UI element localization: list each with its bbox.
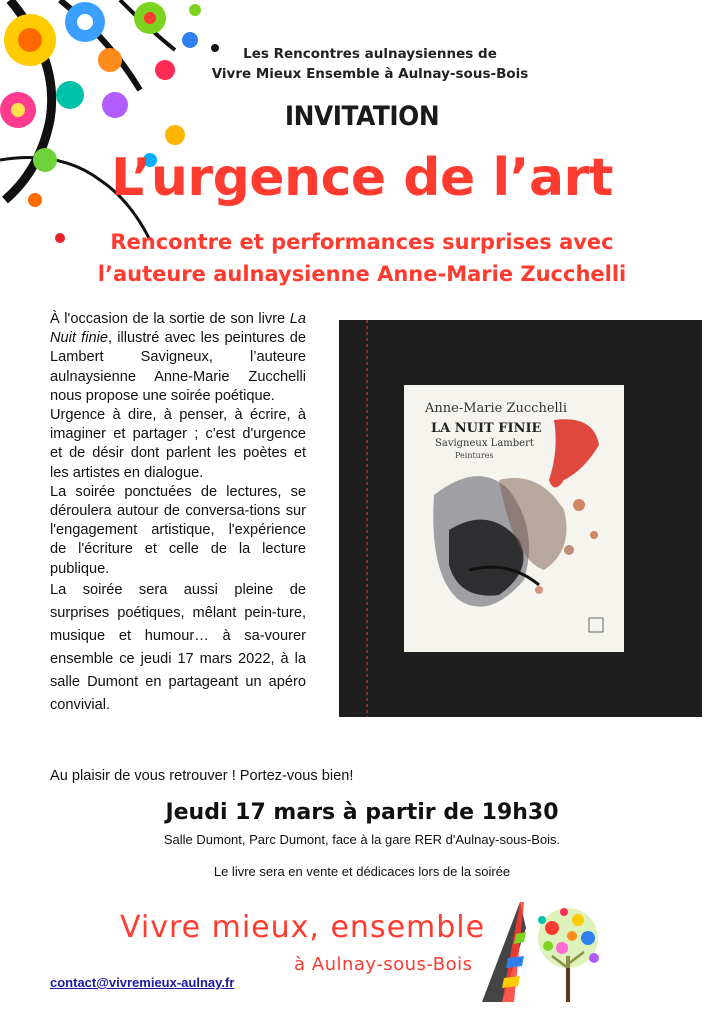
book-subtitle: Peintures <box>455 451 494 460</box>
book-sale-note: Le livre sera en vente et dédicaces lors de la soirée <box>213 864 511 879</box>
book-cover-art <box>339 320 702 717</box>
subtitle-line-2: l’auteure aulnaysienne Anne-Marie Zucchelli <box>97 262 627 286</box>
paragraph-1: À l'occasion de la sortie de son livre La Nuit finie, illustré avec les peintures de Lambert Savigneux, l’auteure aulnaysienne Anne-Marie Zucchelli nous propose une soirée poétique. <box>50 311 307 404</box>
book-author: Anne-Marie Zucchelli <box>425 401 567 416</box>
brand-name: Vivre mieux, ensemble <box>120 910 486 945</box>
organizer-line-1: Les Rencontres aulnaysiennes de <box>243 46 497 62</box>
paragraph-2: Urgence à dire, à penser, à écrire, à imaginer et partager ; c'est d'urgence et de désir dont parlent les poètes et les artistes en dialogue. <box>50 407 306 481</box>
description-text <box>50 310 306 717</box>
book-title-italic: La Nuit finie <box>50 311 306 347</box>
event-title: L’urgence de l’art <box>110 148 614 208</box>
paragraph-4: La soirée sera aussi pleine de surprises poétiques, mêlant pein-ture, musique et humour… à sa-vourer ensemble ce jeudi 17 mars 2022, à la salle Dumont en partageant un apéro convivial. <box>50 581 306 713</box>
brand-location: à Aulnay-sous-Bois <box>294 954 473 975</box>
paragraph-3: La soirée ponctuées de lectures, se déroulera autour de conversa-tions sur l'engagement artistique, l'expérience de l'écriture et celle de la lecture publique. <box>50 483 306 577</box>
event-venue: Salle Dumont, Parc Dumont, face à la gare RER d'Aulnay-sous-Bois. <box>163 832 561 847</box>
organizer-line-2: Vivre Mieux Ensemble à Aulnay-sous-Bois <box>211 66 529 82</box>
book-title: LA NUIT FINIE <box>431 421 542 436</box>
book-cover-image <box>339 320 702 717</box>
contact-email-link[interactable]: contact@vivremieux-aulnay.fr <box>50 975 235 990</box>
closing-line: Au plaisir de vous retrouver ! Portez-vous bien! <box>50 768 354 784</box>
event-date: Jeudi 17 mars à partir de 19h30 <box>165 800 559 825</box>
association-logo <box>480 898 610 1004</box>
subtitle-line-1: Rencontre et performances surprises avec <box>110 230 614 254</box>
book-illustrator: Savigneux Lambert <box>435 438 534 449</box>
invitation-heading: INVITATION <box>284 101 440 132</box>
